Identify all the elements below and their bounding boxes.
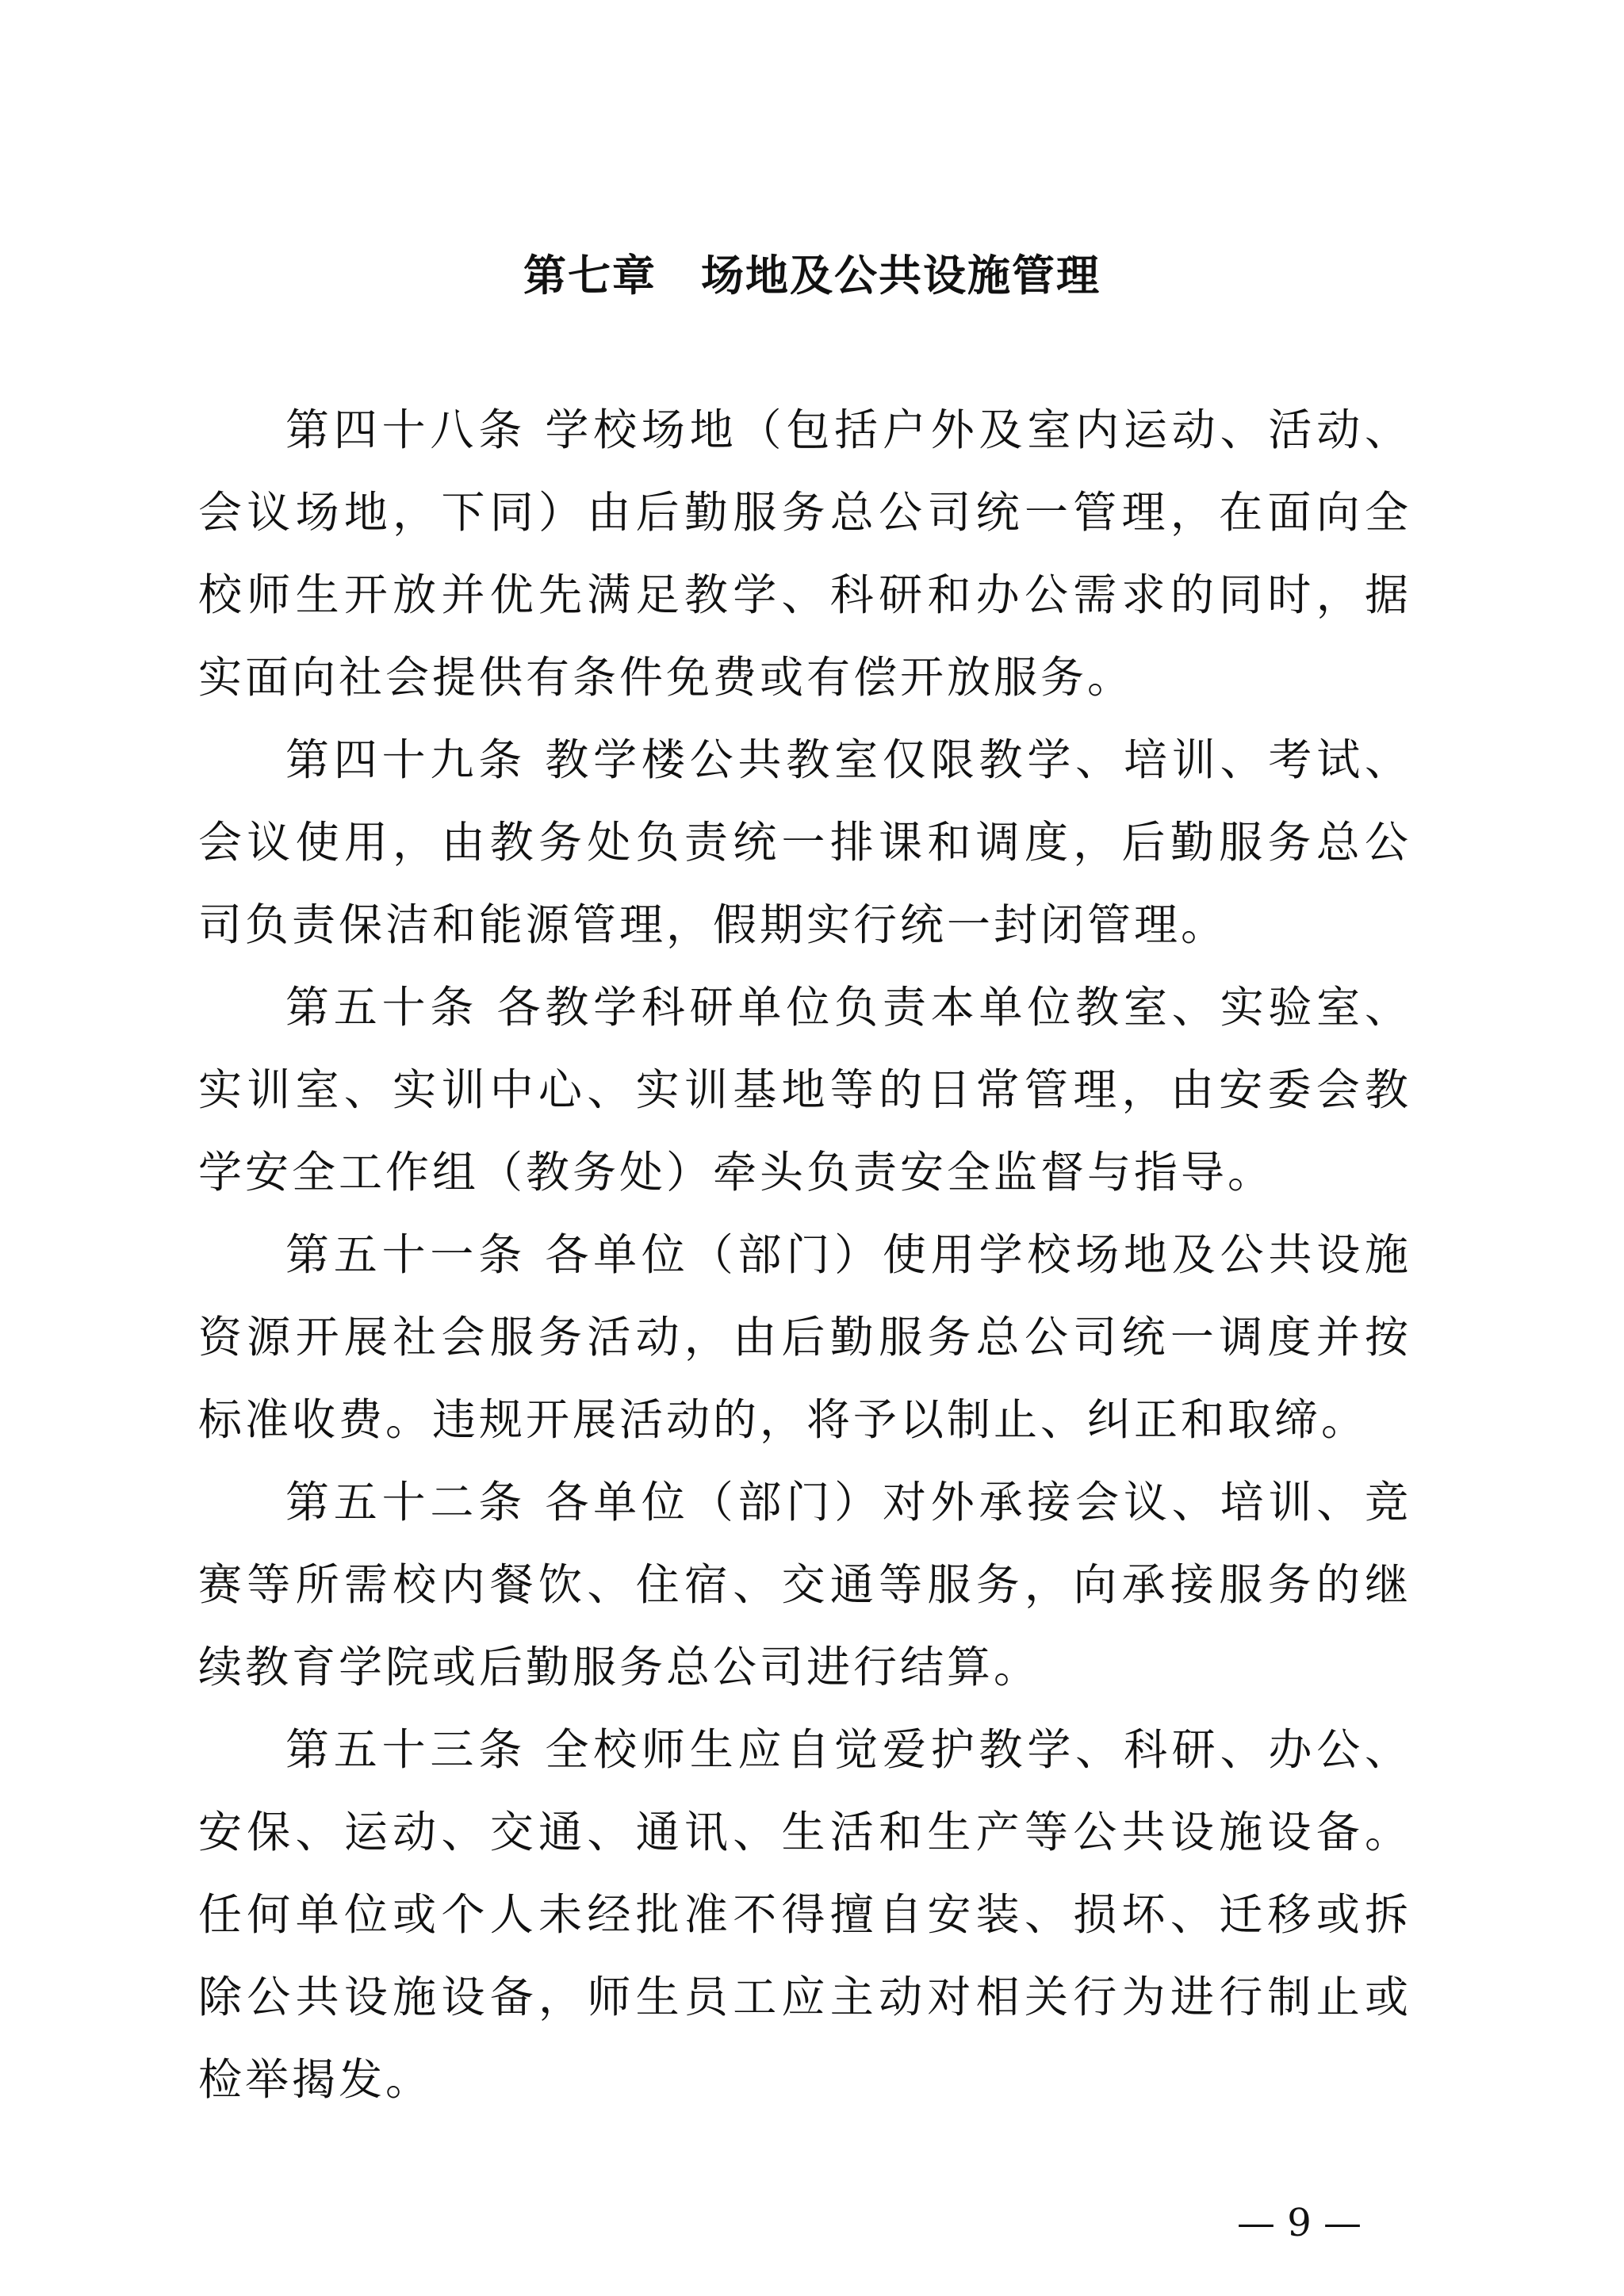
article-number: 第四十八条 <box>285 404 527 455</box>
article-text: 教学楼公共教室仅限教学、培训、考试、会议使用，由教务处负责统一排课和调度，后勤服务总公司负责保洁和能源管理，假期实行统一封闭管理。 <box>198 734 1411 950</box>
article-49 <box>198 719 1411 966</box>
article-number: 第五十二条 <box>285 1477 527 1527</box>
article-52 <box>198 1461 1411 1708</box>
chapter-title: 第七章 场地及公共设施管理 <box>523 251 1101 301</box>
article-50 <box>198 966 1411 1213</box>
article-text: 各单位（部门）对外承接会议、培训、竞赛等所需校内餐饮、住宿、交通等服务，向承接服务的继续教育学院或后勤服务总公司进行结算。 <box>198 1477 1411 1692</box>
article-48 <box>198 389 1411 719</box>
article-number: 第五十三条 <box>285 1724 527 1775</box>
article-text: 学校场地（包括户外及室内运动、活动、会议场地，下同）由后勤服务总公司统一管理，在面向全校师生开放并优先满足教学、科研和办公需求的同时，据实面向社会提供有条件免费或有偿开放服务。 <box>198 404 1411 703</box>
document-body <box>198 389 1411 2121</box>
article-number: 第四十九条 <box>285 734 527 785</box>
article-51 <box>198 1213 1411 1461</box>
page-number: — 9 — <box>1237 2201 1362 2245</box>
article-text: 各单位（部门）使用学校场地及公共设施资源开展社会服务活动，由后勤服务总公司统一调度并按标准收费。违规开展活动的，将予以制止、纠正和取缔。 <box>198 1229 1411 1445</box>
article-53 <box>198 1708 1411 2121</box>
article-text: 全校师生应自觉爱护教学、科研、办公、安保、运动、交通、通讯、生活和生产等公共设施设备。任何单位或个人未经批准不得擅自安装、损坏、迁移或拆除公共设施设备，师生员工应主动对相关行为进行制止或检举揭发。 <box>198 1724 1411 2105</box>
article-number: 第五十条 <box>285 982 479 1033</box>
article-text: 各教学科研单位负责本单位教室、实验室、实训室、实训中心、实训基地等的日常管理，由安委会教学安全工作组（教务处）牵头负责安全监督与指导。 <box>198 982 1411 1198</box>
article-number: 第五十一条 <box>285 1229 527 1280</box>
